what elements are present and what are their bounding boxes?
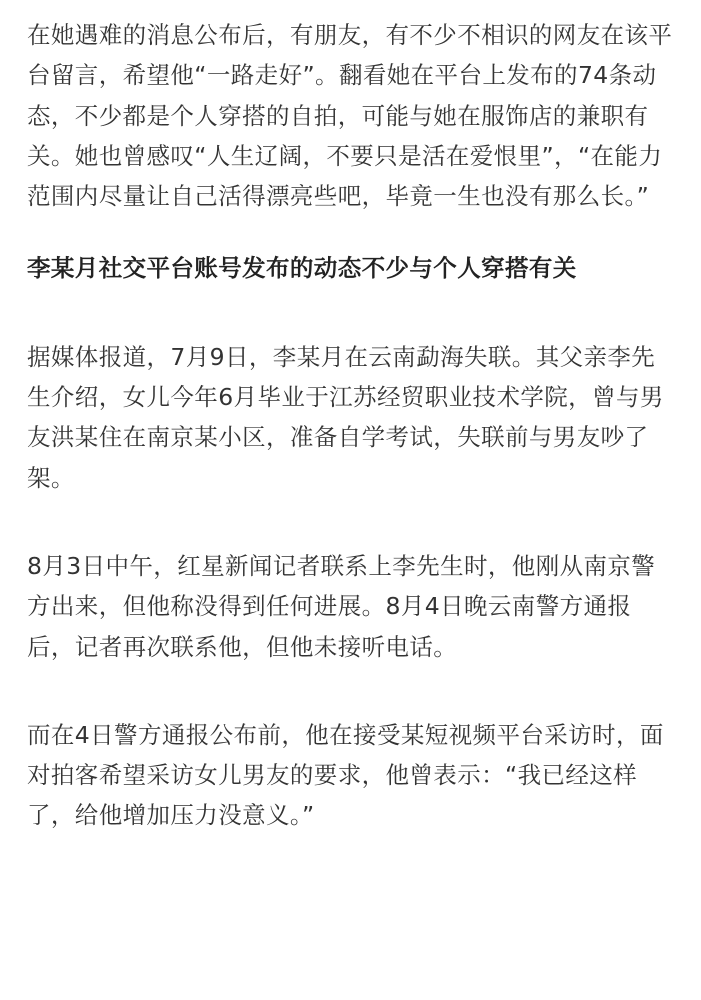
article-body bbox=[27, 0, 677, 836]
paragraph-gap bbox=[27, 667, 677, 699]
paragraph-1: 在她遇难的消息公布后，有朋友，有不少不相识的网友在该平台留言，希望他“一路走好”。翻看她在平台上发布的74条动态，不少都是个人穿搭的自拍，可能与她在服饰店的兼职有关。她也曾感叹“人生辽阔，不要只是活在爱恨里”，“在能力范围内尽量让自己活得漂亮些吧，毕竟一生也没有那么长。” bbox=[27, 21, 673, 211]
paragraph-gap bbox=[27, 289, 677, 321]
image-caption: 李某月社交平台账号发布的动态不少与个人穿搭有关 bbox=[27, 254, 577, 283]
paragraph-gap bbox=[27, 498, 677, 530]
paragraph-gap bbox=[27, 216, 677, 248]
paragraph-4: 而在4日警方通报公布前，他在接受某短视频平台采访时，面对拍客希望采访女儿男友的要求，他曾表示：“我已经这样了，给他增加压力没意义。” bbox=[27, 720, 664, 830]
paragraph-3: 8月3日中午，红星新闻记者联系上李先生时，他刚从南京警方出来，但他称没得到任何进展。8月4日晚云南警方通报后，记者再次联系他，但他未接听电话。 bbox=[27, 551, 656, 661]
paragraph-2: 据媒体报道，7月9日，李某月在云南勐海失联。其父亲李先生介绍，女儿今年6月毕业于江苏经贸职业技术学院，曾与男友洪某住在南京某小区，准备自学考试，失联前与男友吵了架。 bbox=[27, 342, 664, 492]
